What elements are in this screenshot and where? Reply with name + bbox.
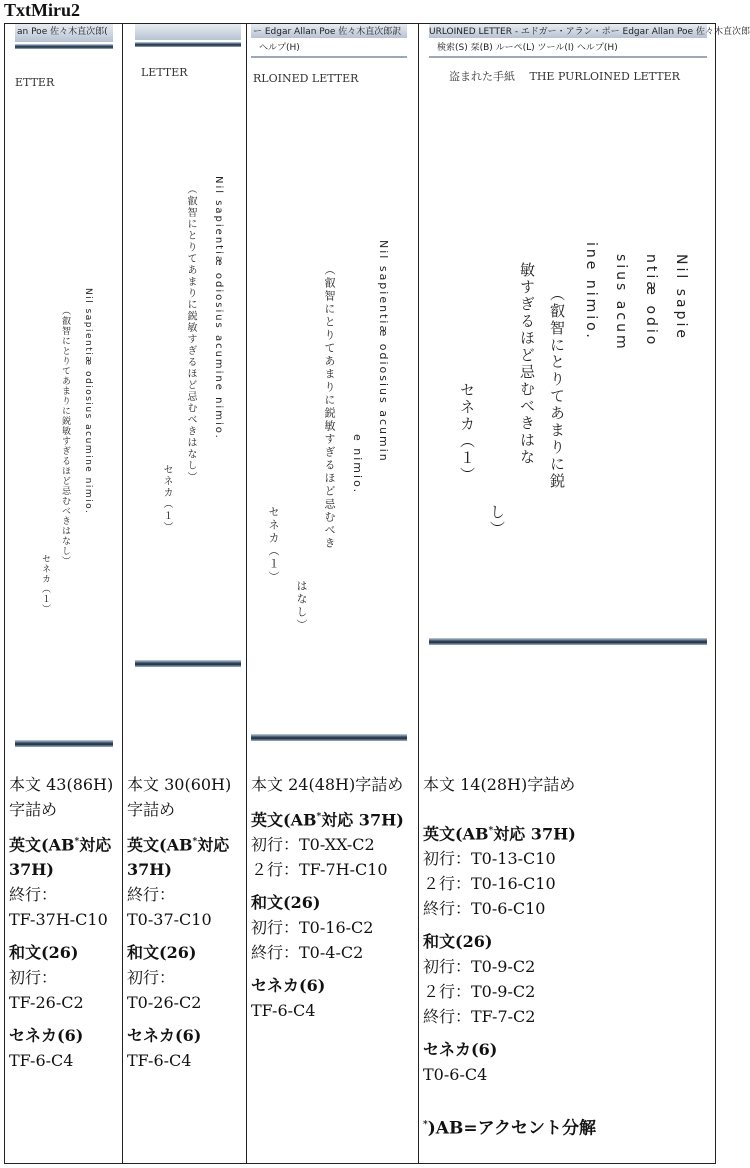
group-title: 英文(AB*対応 37H) xyxy=(423,824,576,844)
window-titlebar xyxy=(135,24,241,40)
vertical-line: e nimio. xyxy=(351,434,364,495)
group-line: TF-6-C4 xyxy=(9,1051,74,1071)
toolbar-strip xyxy=(135,42,241,47)
window-titlebar: an Poe 佐々木直次郎( xyxy=(15,24,113,42)
group-line: 終行：TF-7-C2 xyxy=(423,1007,536,1027)
group-line: ２行：TF-7H-C10 xyxy=(251,860,388,880)
group-line: 終行：T0-4-C2 xyxy=(251,943,364,963)
vertical-line: Nil sapientiæ odiosius acumin xyxy=(377,240,390,463)
vertical-line: セネカ（１） xyxy=(40,554,50,614)
group-japanese xyxy=(423,929,713,1029)
group-title: 英文(AB*対応 37H) xyxy=(251,810,404,830)
comparison-table xyxy=(4,23,750,1164)
vertical-line: （叡智にとりてあまりに鋭敏すぎるほど忌むべきはなし） xyxy=(60,306,70,566)
vertical-line: セネカ（１） xyxy=(161,464,172,533)
column-30 xyxy=(123,24,246,1163)
group-title: 和文(26) xyxy=(9,943,79,963)
heading: 本文 14(28H)字詰め xyxy=(423,775,576,794)
heading: 本文 30(60H)字詰め xyxy=(127,775,232,819)
group-title: 英文(AB*対応 37H) xyxy=(9,835,112,880)
screenshot-24 xyxy=(251,24,407,746)
statusbar-strip xyxy=(251,734,407,741)
group-english xyxy=(9,830,119,932)
screenshot-43 xyxy=(15,24,113,752)
document-caption: RLOINED LETTER xyxy=(253,72,359,85)
group-japanese xyxy=(9,940,119,1015)
group-seneca xyxy=(127,1023,247,1073)
document-caption: ETTER xyxy=(15,76,55,89)
group-line: TF-37H-C10 xyxy=(9,910,108,930)
group-seneca xyxy=(9,1023,119,1073)
info-30 xyxy=(127,772,247,1073)
statusbar-strip xyxy=(429,638,707,645)
info-24 xyxy=(251,772,417,1023)
group-line: ２行：T0-16-C10 xyxy=(423,874,556,894)
vertical-line: 敏すぎるほど忌むべきはな xyxy=(518,262,536,466)
group-line: TF-26-C2 xyxy=(9,993,84,1013)
vertical-line: sius acum xyxy=(613,254,629,352)
vertical-line: （叡智にとりてあまりに鋭敏すぎるほど忌むべきはなし） xyxy=(185,184,196,483)
statusbar-strip xyxy=(135,660,241,667)
group-english xyxy=(251,805,417,882)
group-line: 初行： xyxy=(9,968,58,988)
group-line: TF-6-C4 xyxy=(251,1001,316,1021)
window-titlebar: URLOINED LETTER - エドガー・アラン・ポー Edgar Allan Poe 佐々木直次郎 xyxy=(429,24,707,38)
footnote: *)AB=アクセント分解 xyxy=(423,1118,597,1139)
toolbar-strip xyxy=(15,44,113,49)
group-seneca xyxy=(251,973,417,1023)
group-line: 初行：T0-9-C2 xyxy=(423,957,536,977)
vertical-line: セネカ（１） xyxy=(458,382,476,484)
group-english xyxy=(423,819,713,921)
group-line: T0-37-C10 xyxy=(127,910,212,930)
vertical-line: し） xyxy=(488,504,506,538)
column-24 xyxy=(247,24,418,1163)
screenshot-30 xyxy=(135,24,241,672)
heading: 本文 43(86H)字詰め xyxy=(9,775,114,819)
vertical-line: （叡智にとりてあまりに鋭 xyxy=(548,286,566,490)
vertical-line: はなし） xyxy=(295,580,308,632)
menu-bar: 検索(S) 栞(B) ルーペ(L) ツール(I) ヘルプ(H) xyxy=(429,40,707,58)
group-japanese xyxy=(127,940,247,1015)
column-14 xyxy=(419,24,750,1163)
group-title: 和文(26) xyxy=(423,932,493,952)
group-line: 初行：T0-XX-C2 xyxy=(251,835,375,855)
window-titlebar: ー Edgar Allan Poe 佐々木直次郎訳 xyxy=(251,24,407,38)
group-title: 和文(26) xyxy=(251,893,321,913)
group-line: 初行： xyxy=(127,968,176,988)
vertical-line: Nil sapie xyxy=(673,254,689,341)
group-line: 終行： xyxy=(127,885,176,905)
info-14 xyxy=(423,772,713,1142)
group-line: 初行：T0-13-C10 xyxy=(423,849,556,869)
vertical-line: セネカ（１） xyxy=(267,506,280,584)
group-title: セネカ(6) xyxy=(127,1026,202,1046)
group-line: ２行：T0-9-C2 xyxy=(423,982,536,1002)
group-line: TF-6-C4 xyxy=(127,1051,192,1071)
vertical-line: （叡智にとりてあまりに鋭敏すぎるほど忌むべき xyxy=(323,264,336,550)
vertical-line: ine nimio. xyxy=(583,242,599,341)
group-line: T0-6-C4 xyxy=(423,1065,488,1085)
group-title: 和文(26) xyxy=(127,943,197,963)
group-title: セネカ(6) xyxy=(9,1026,84,1046)
info-43 xyxy=(9,772,119,1073)
group-title: セネカ(6) xyxy=(251,976,326,996)
menu-bar: ヘルプ(H) xyxy=(251,40,407,58)
group-line: 終行： xyxy=(9,885,58,905)
group-line: 初行：T0-16-C2 xyxy=(251,918,374,938)
vertical-line: Nil sapientiæ odiosius acumine nimio. xyxy=(83,288,93,515)
document-caption: LETTER xyxy=(141,66,188,79)
group-line: T0-26-C2 xyxy=(127,993,202,1013)
page-title: TxtMiru2 xyxy=(4,0,80,20)
screenshot-14 xyxy=(429,24,750,650)
group-seneca xyxy=(423,1037,713,1087)
vertical-line: Nil sapientiæ odiosius acumine nimio. xyxy=(213,176,224,440)
statusbar-strip xyxy=(15,740,113,747)
column-43 xyxy=(5,24,122,1163)
group-japanese xyxy=(251,890,417,965)
group-line: 終行：T0-6-C10 xyxy=(423,899,546,919)
vertical-line: ntiæ odio xyxy=(643,254,659,348)
document-caption: 盗まれた手紙 THE PURLOINED LETTER xyxy=(449,70,680,83)
heading: 本文 24(48H)字詰め xyxy=(251,775,404,794)
group-english xyxy=(127,830,247,932)
group-title: 英文(AB*対応 37H) xyxy=(127,835,230,880)
group-title: セネカ(6) xyxy=(423,1040,498,1060)
